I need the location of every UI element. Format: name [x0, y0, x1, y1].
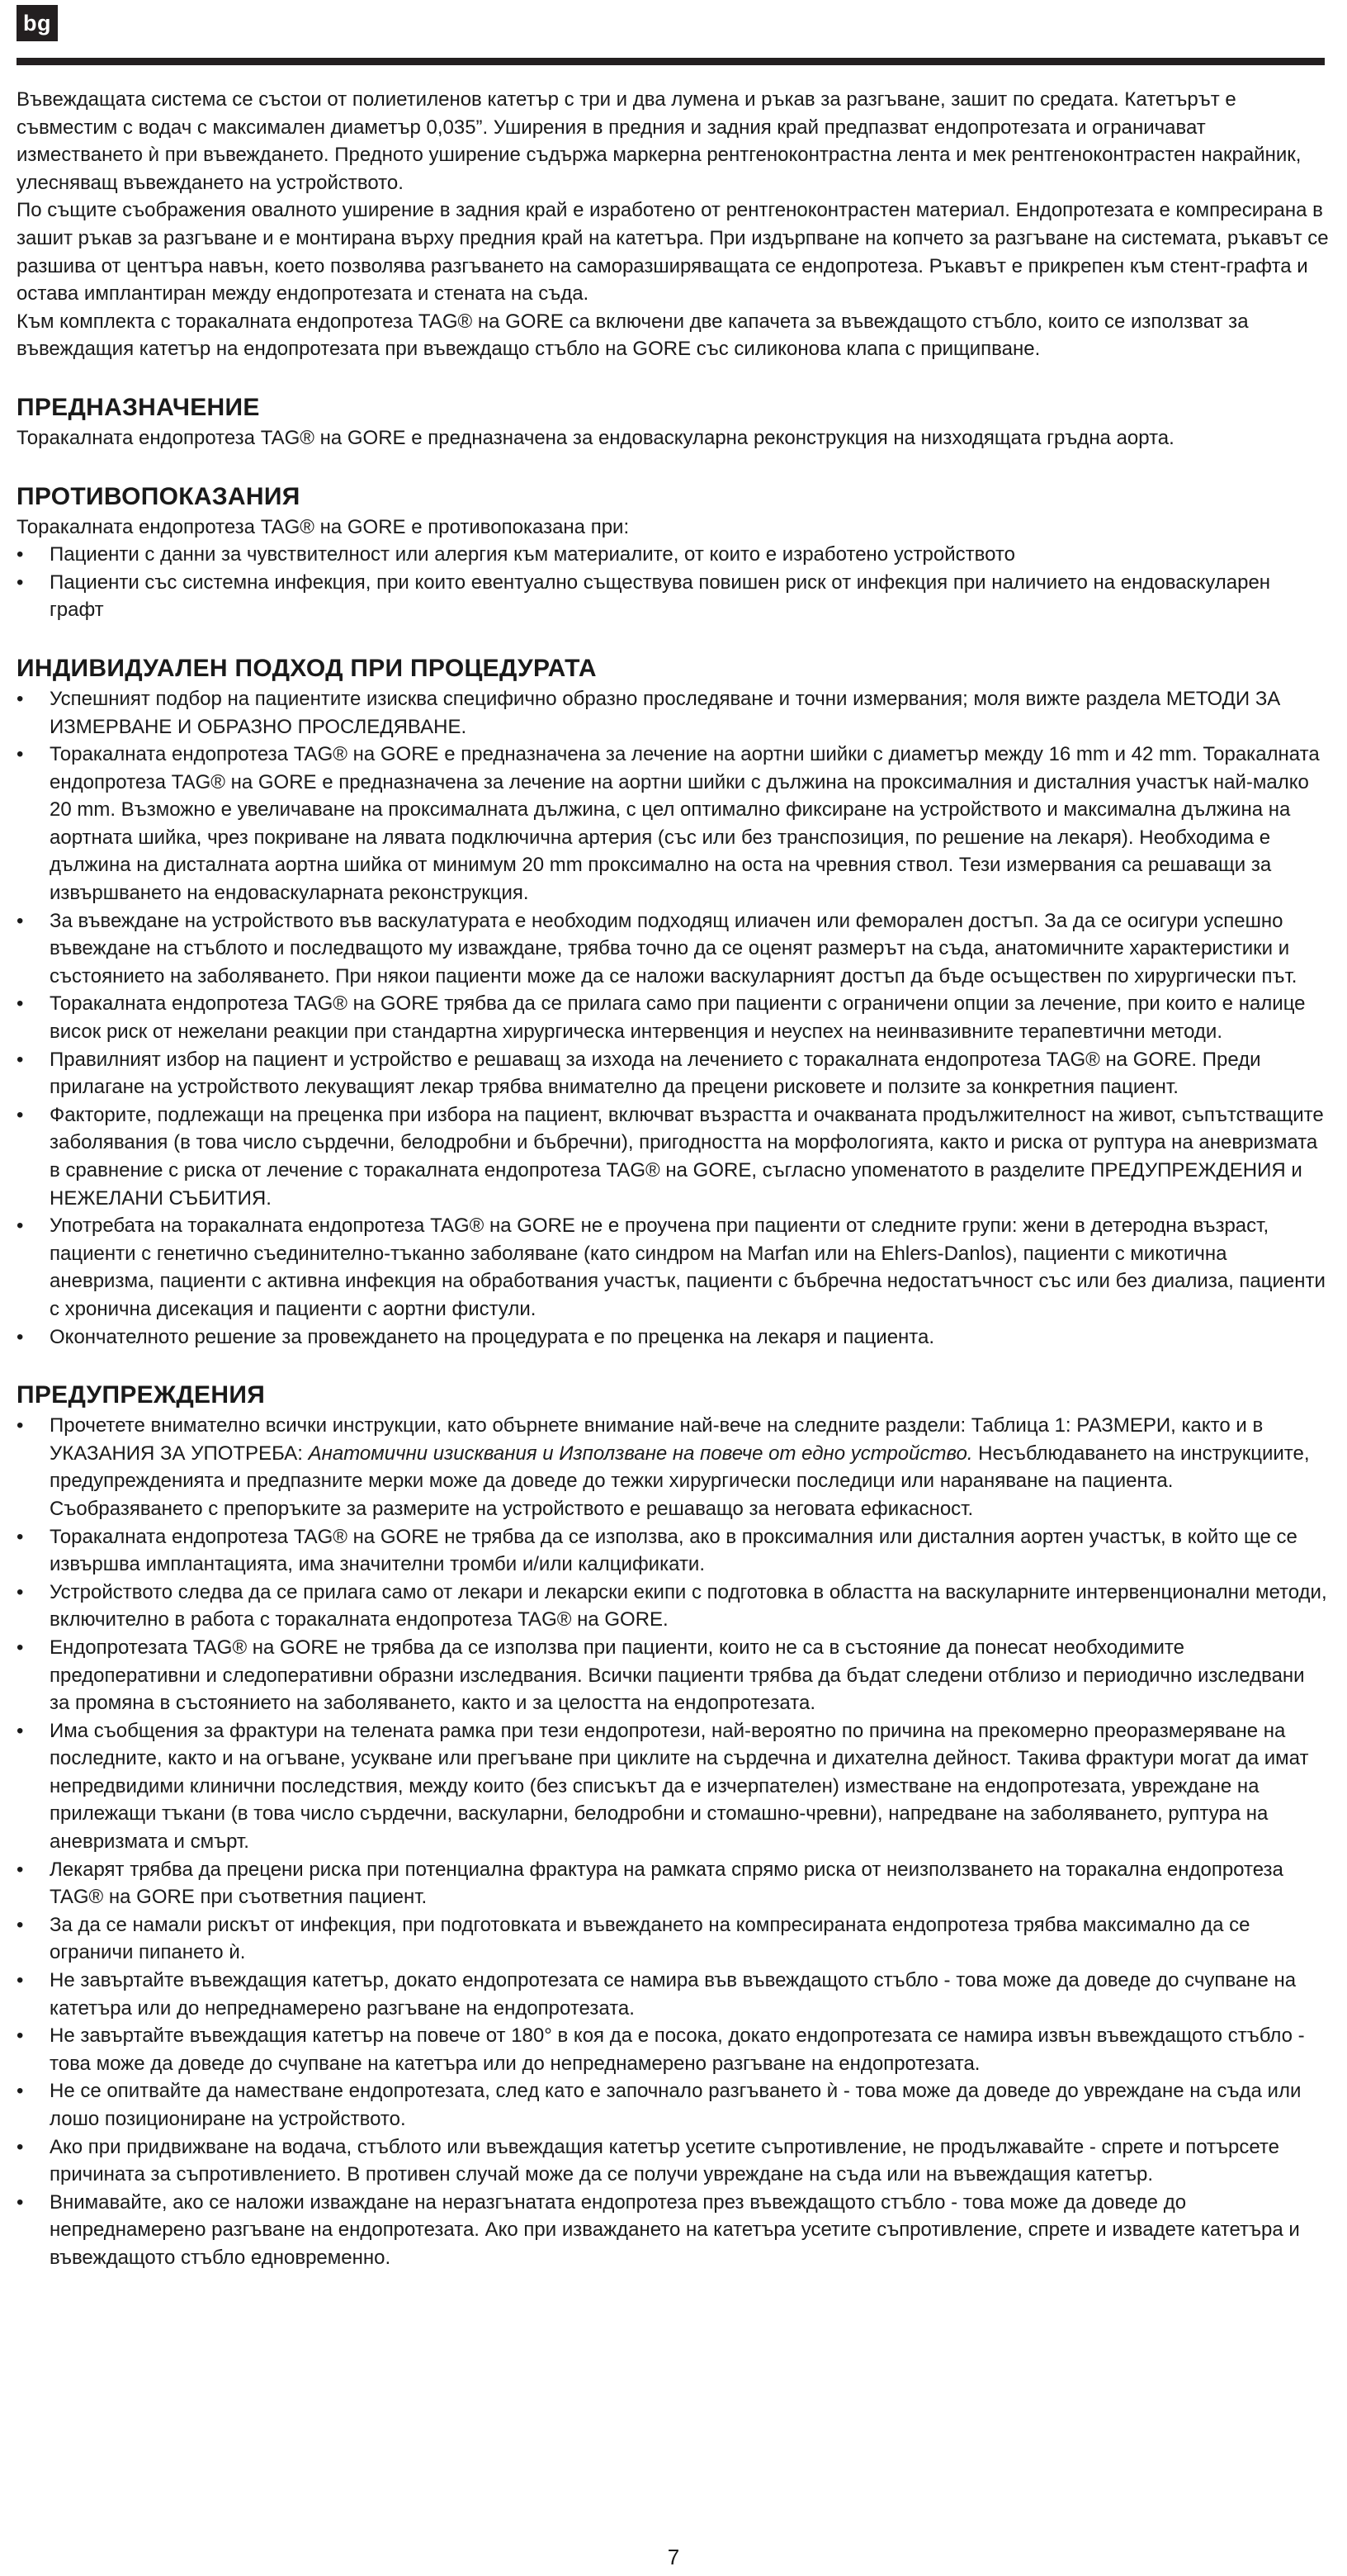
contraindications-intro: Торакалната ендопротеза TAG® на GORE е противопоказана при: — [17, 515, 630, 538]
list-item: • Успешният подбор на пациентите изисква специфично образно проследяване и точни измервания; моля вижте раздела МЕТОДИ ЗА ИЗМЕРВАНЕ И ОБРАЗНО ПРОСЛЕДЯВАНЕ. — [17, 685, 1329, 741]
intro-paragraph: Въвеждащата система се състои от полиетиленов катетър с три и два лумена и ръкав за разгъване, зашит по средата. Катетърът е съвместим с водач с максимален диаметър 0,035”. Уширения в предния и задния край предпазват ендопротезата и ограничават изместването ѝ при въвеждането. Предното уширение съдържа маркерна рентгеноконтрастна лента и мек рентгеноконтрастен накрайник, улесняващ въвеждането на устройството. — [17, 88, 1302, 194]
list-item: • Има съобщения за фрактури на телената рамка при тези ендопротези, най-вероятно по причина на прекомерно преоразмеряване на последните, както и на огъване, усукване или прегъване при циклите на сърдечна и дихателна дейност. Такива фрактури могат да имат непредвидими клинични последствия, между които (без списъкът да е изчерпателен) изместване на ендопротезата, увреждане на прилежащи тъкани (в това число сърдечни, васкуларни, белодробни и стомашно-чревни), напредване на заболяването, руптура на аневризмата и смърт. — [17, 1717, 1329, 1856]
warning-text: Прочетете внимателно всички инструкции, като обърнете внимание най-вече на следните раздели: Таблица 1: РАЗМЕРИ, както и в УКАЗАНИЯ ЗА УПОТРЕБА: — [50, 1414, 1264, 1465]
list-item: • Внимавайте, ако се наложи изваждане на неразгънатата ендопротеза през въвеждащото стъбло - това може да доведе до непреднамерено разгъване на ендопротезата. Ако при изваждането на катетъра усетите съпротивление, спрете и извадете катетъра и въвеждащото стъбло едновременно. — [17, 2189, 1329, 2272]
document-body — [17, 86, 1329, 2272]
warnings-heading: ПРЕДУПРЕЖДЕНИЯ — [17, 1381, 266, 1409]
intro-paragraph: Към комплекта с торакалната ендопротеза TAG® на GORE са включени две капачета за въвеждащото стъбло, които се използват за въвеждащия катетър на ендопротезата при въвеждащо стъбло на GORE със силиконова клапа с прищипване. — [17, 310, 1249, 361]
warnings-list — [17, 1412, 1329, 2271]
list-item: • Торакалната ендопротеза TAG® на GORE е предназначена за лечение на аортни шийки с диаметър между 16 mm и 42 mm. Торакалната ендопротеза TAG® на GORE е предназначена за лечение на аортни шийки с дължина на проксималния и дисталния участък най-малко 20 mm. Възможно е увеличаване на проксималната дължина, с цел оптимално фиксиране на устройството и максимална дължина на аортната шийка, чрез покриване на лявата подключична артерия (със или без транспозиция, по решение на лекаря). Необходима е дължина на дисталната аортна шийка от минимум 20 mm проксимално на оста на чревния ствол. Тези измервания са решаващи за извършването на ендоваскуларната реконструкция. — [17, 741, 1329, 907]
individual-approach-list — [17, 685, 1329, 1351]
contraindications-section — [17, 481, 1329, 624]
header-rule — [17, 58, 1325, 65]
list-item: • За да се намали рискът от инфекция, при подготовката и въвеждането на компресираната ендопротеза трябва максимално да се ограничи пипането ѝ. — [17, 1911, 1329, 1967]
list-item: • Торакалната ендопротеза TAG® на GORE не трябва да се използва, ако в проксималния или дисталния аортен участък, в който ще се извършва имплантацията, има значителни тромби и/или калцификати. — [17, 1523, 1329, 1579]
list-item: • Окончателното решение за провеждането на процедурата е по преценка на лекаря и пациента. — [17, 1324, 1329, 1352]
warning-text: Несъблюдаването на инструкциите, предупрежденията и предпазните мерки може да доведе до тежки хирургически последици или нараняване на пациента. Съобразяването с препоръките за размерите на устройството е решаващо за неговата ефикасност. — [50, 1442, 1310, 1520]
list-item: • Не завъртайте въвеждащия катетър на повече от 180° в коя да е посока, докато ендопротезата се намира извън въвеждащото стъбло - това може да доведе до счупване на катетъра или до непреднамерено разгъване на ендопротезата. — [17, 2022, 1329, 2077]
list-item: • Пациенти със системна инфекция, при които евентуално съществува повишен риск от инфекция при наличието на ендоваскуларен графт — [17, 569, 1329, 624]
intro-paragraph: По същите съображения овалното уширение в задния край е изработено от рентгеноконтрастен материал. Ендопротезата е компресирана в зашит ръкав за разгъване и е монтирана върху предния край на катетъра. При издърпване на копчето за разгъване на системата, ръкавът се разшива от центъра навън, което позволява разгъването на саморазширяващата се ендопротеза. Ръкавът е прикрепен към стент-графта и остава имплантиран между ендопротезата и стената на съда. — [17, 199, 1329, 305]
list-item: • Правилният избор на пациент и устройство е решаващ за изхода на лечението с торакалната ендопротеза TAG® на GORE. Преди прилагане на устройството лекуващият лекар трябва внимателно да прецени рисковете и ползите за конкретния пациент. — [17, 1046, 1329, 1101]
language-badge: bg — [17, 5, 58, 41]
indication-section — [17, 391, 1329, 452]
warnings-section — [17, 1379, 1329, 2271]
indication-heading: ПРЕДНАЗНАЧЕНИЕ — [17, 393, 260, 421]
warning-italic-text: Анатомични изисквания и Използване на повече от едно устройство. — [308, 1442, 973, 1465]
page-number: 7 — [667, 2545, 680, 2569]
list-item: • Не се опитвайте да наместване ендопротезата, след като е започнало разгъването ѝ - това може да доведе до увреждане на съда или лошо позициониране на устройството. — [17, 2077, 1329, 2133]
list-item: • Употребата на торакалната ендопротеза TAG® на GORE не е проучена при пациенти от следните групи: жени в детеродна възраст, пациенти с генетично съединително-тъканно заболяване (като синдром на Marfan или на Ehlers-Danlos), пациенти с микотична аневризма, пациенти с активна инфекция на обработвания участък, пациенти с бъбречна недостатъчност със или без диализа, пациенти с хронична дисекация и пациенти с аортни фистули. — [17, 1212, 1329, 1323]
contraindications-heading: ПРОТИВОПОКАЗАНИЯ — [17, 482, 300, 510]
list-item: • Лекарят трябва да прецени риска при потенциална фрактура на рамката спрямо риска от неизползването на торакална ендопротеза TAG® на GORE при съответния пациент. — [17, 1856, 1329, 1911]
list-item: • Не завъртайте въвеждащия катетър, докато ендопротезата се намира във въвеждащото стъбло - това може да доведе до счупване на катетъра или до непреднамерено разгъване на ендопротезата. — [17, 1967, 1329, 2022]
individual-approach-heading: ИНДИВИДУАЛЕН ПОДХОД ПРИ ПРОЦЕДУРАТА — [17, 654, 597, 682]
list-item: • Пациенти с данни за чувствителност или алергия към материалите, от които е изработено устройството — [17, 541, 1329, 569]
individual-approach-section — [17, 652, 1329, 1351]
list-item: • За въвеждане на устройството във васкулатурата е необходим подходящ илиачен или феморален достъп. За да се осигури успешно въвеждане на стъблото и последващото му изваждане, трябва точно да се оценят размерът на съда, анатомичните характеристики и състоянието на заболяването. При някои пациенти може да се наложи васкуларният достъп да бъде осъществен по хирургически път. — [17, 907, 1329, 991]
intro-section — [17, 86, 1329, 363]
list-item: • Факторите, подлежащи на преценка при избора на пациент, включват възрастта и очакваната продължителност на живот, съпътстващите заболявания (в това число сърдечни, белодробни и бъбречни), пригодността на морфологията, както и риска от руптура на аневризмата в сравнение с риска от лечение с торакалната ендопротеза TAG® на GORE, съгласно упоменатото в разделите ПРЕДУПРЕЖДЕНИЯ и НЕЖЕЛАНИ СЪБИТИЯ. — [17, 1101, 1329, 1212]
indication-text: Торакалната ендопротеза TAG® на GORE е предназначена за ендоваскуларна реконструкция на низходящата гръдна аорта. — [17, 426, 1174, 449]
list-item: • Ендопротезата TAG® на GORE не трябва да се използва при пациенти, които не са в състояние да понесат необходимите предоперативни и следоперативни образни изследвания. Всички пациенти трябва да бъдат следени отблизо и периодично изследвани за промяна в състоянието на заболяването, както и за целостта на ендопротезата. — [17, 1634, 1329, 1717]
list-item: • Торакалната ендопротеза TAG® на GORE трябва да се прилага само при пациенти с ограничени опции за лечение, при които е налице висок риск от нежелани реакции при стандартна хирургическа интервенция и неуспех на неинвазивните терапевтични методи. — [17, 990, 1329, 1045]
list-item: • Устройството следва да се прилага само от лекари и лекарски екипи с подготовка в областта на васкуларните интервенционални методи, включително в работа с торакалната ендопротеза TAG® на GORE. — [17, 1579, 1329, 1634]
list-item: • Ако при придвижване на водача, стъблото или въвеждащия катетър усетите съпротивление, не продължавайте - спрете и потърсете причината за съпротивлението. В противен случай може да се получи увреждане на съда или на въвеждащия катетър. — [17, 2133, 1329, 2189]
contraindications-list — [17, 541, 1329, 624]
list-item — [17, 1412, 1329, 1522]
